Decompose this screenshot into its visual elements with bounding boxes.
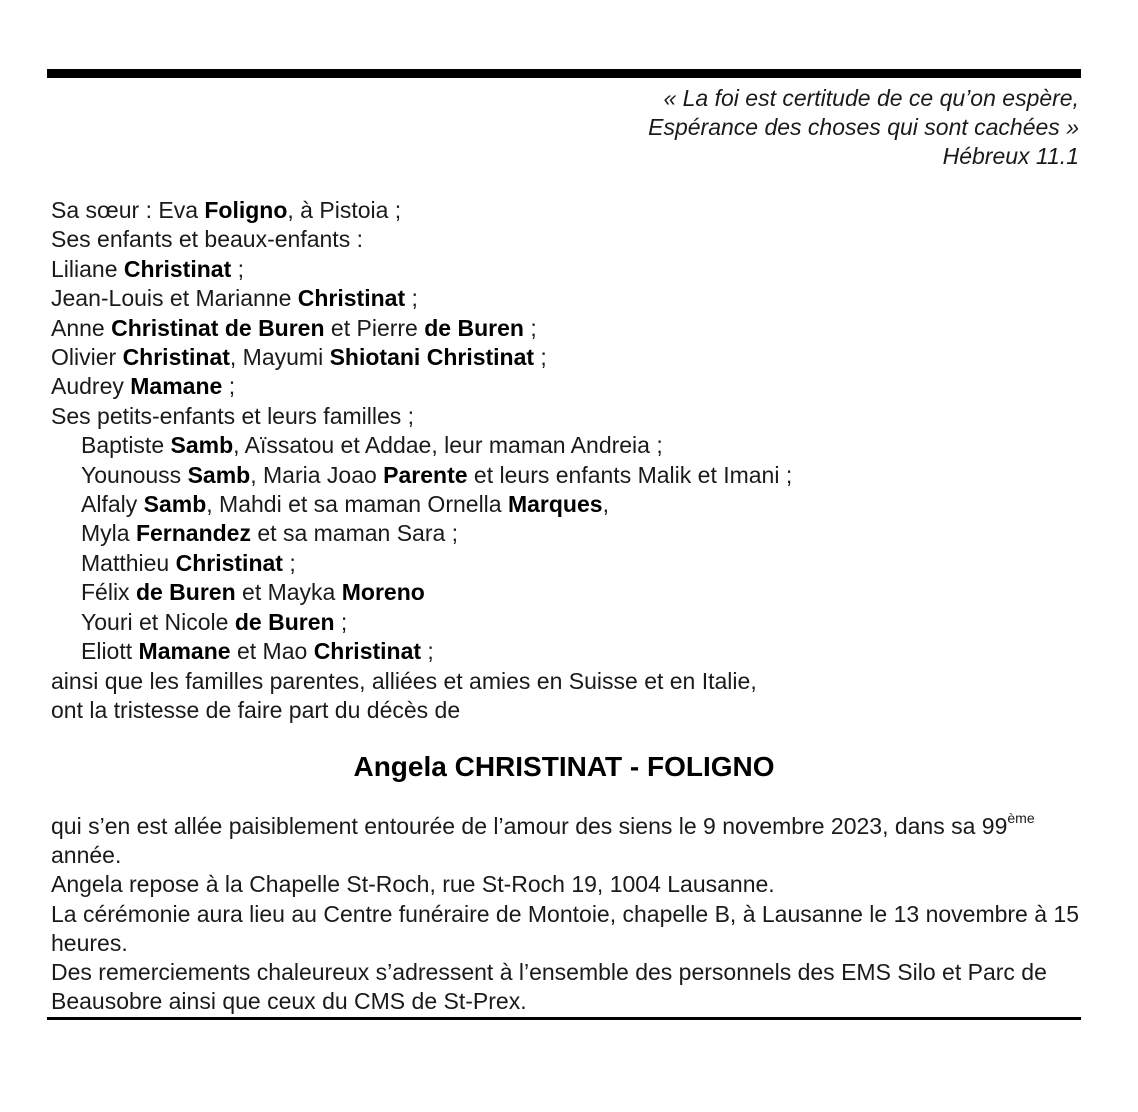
family-text: Jean-Louis et Marianne <box>51 285 298 312</box>
family-surname: de Buren <box>424 314 524 341</box>
family-text: ; <box>534 344 547 371</box>
ceremony-paragraph: La cérémonie aura lieu au Centre funéraire de Montoie, chapelle B, à Lausanne le 13 novembre à 15 heures. <box>51 900 1080 956</box>
family-surname: Parente <box>383 461 468 488</box>
family-line <box>51 225 792 254</box>
family-surname: Samb <box>143 491 207 518</box>
family-text: Ses enfants et beaux-enfants : <box>51 226 363 253</box>
family-surname: Christinat <box>122 344 230 371</box>
top-rule <box>47 69 1081 78</box>
family-line <box>51 196 792 225</box>
epigraph-reference: Hébreux 11.1 <box>942 143 1079 169</box>
family-text: Eliott <box>81 638 139 665</box>
family-text: et Mayka <box>235 579 342 606</box>
family-line <box>51 549 792 578</box>
family-text: ainsi que les familles parentes, alliées et amies en Suisse et en Italie, <box>51 667 757 694</box>
family-surname: Moreno <box>341 579 425 606</box>
family-surname: Christinat de Buren <box>111 314 325 341</box>
family-text: ; <box>421 638 434 665</box>
family-text: , à Pistoia ; <box>287 197 402 223</box>
family-text: ; <box>523 314 537 341</box>
family-line <box>51 284 792 313</box>
family-list <box>51 196 792 725</box>
family-surname: Mamane <box>130 373 223 400</box>
family-text: ; <box>334 608 348 635</box>
epigraph-line-2: Espérance des choses qui sont cachées » <box>648 114 1079 140</box>
family-text: Liliane <box>51 255 124 282</box>
family-line <box>51 431 792 460</box>
family-text: Olivier <box>51 344 123 371</box>
family-text: ; <box>231 255 245 282</box>
family-text: ; <box>405 285 418 312</box>
family-text: ; <box>282 549 296 576</box>
family-line <box>51 343 792 372</box>
family-surname: Christinat <box>123 255 232 282</box>
details-block <box>51 812 1081 1016</box>
family-text: Anne <box>51 314 112 341</box>
family-text: , <box>602 491 609 518</box>
family-text: Ses petits-enfants et leurs familles ; <box>51 402 415 429</box>
passing-text: qui s’en est allée paisiblement entourée de l’amour des siens le 9 novembre 2023, dans sa 99 <box>51 813 1008 839</box>
family-text: , Maria Joao <box>250 461 384 488</box>
family-text: et sa maman Sara ; <box>250 520 459 547</box>
family-surname: Foligno <box>204 197 288 223</box>
family-text: , Mayumi <box>229 344 330 371</box>
family-line <box>51 402 792 431</box>
epigraph-line-1: « La foi est certitude de ce qu’on espère, <box>663 85 1079 111</box>
epigraph <box>648 84 1079 171</box>
family-surname: Mamane <box>138 638 231 665</box>
family-surname: Samb <box>187 461 251 488</box>
family-line <box>51 490 792 519</box>
family-surname: Marques <box>507 491 603 518</box>
family-line <box>51 314 792 343</box>
age-ordinal-suffix: ème <box>1007 810 1035 827</box>
family-surname: de Buren <box>234 608 335 635</box>
family-text: Youri et Nicole <box>81 608 235 635</box>
family-line <box>51 608 792 637</box>
family-line <box>51 255 792 284</box>
family-surname: Christinat <box>297 285 406 312</box>
family-text: Baptiste <box>81 432 171 459</box>
family-surname: Shiotani Christinat <box>329 344 535 371</box>
bottom-rule <box>47 1017 1081 1020</box>
family-text: Myla <box>81 520 136 547</box>
family-line <box>51 519 792 548</box>
family-surname: de Buren <box>135 579 236 606</box>
family-line <box>51 637 792 666</box>
family-text: Félix <box>81 579 136 606</box>
family-surname: Fernandez <box>135 520 251 547</box>
family-text: Younouss <box>81 461 188 488</box>
passing-text-end: année. <box>51 842 122 869</box>
family-text: et leurs enfants Malik et Imani ; <box>467 461 793 488</box>
family-surname: Samb <box>170 432 234 459</box>
family-text: et Pierre <box>324 314 425 341</box>
family-text: ont la tristesse de faire part du décès de <box>51 696 461 723</box>
family-text: ; <box>222 373 236 400</box>
thanks-paragraph: Des remerciements chaleureux s’adressent à l’ensemble des personnels des EMS Silo et Parc de Beausobre ainsi que ceux du CMS de St-Prex. <box>51 959 1047 1015</box>
family-line <box>51 667 792 696</box>
family-text: et Mao <box>230 638 314 665</box>
family-line <box>51 461 792 490</box>
family-text: Sa sœur : Eva <box>51 197 205 223</box>
rest-location-paragraph: Angela repose à la Chapelle St-Roch, rue St-Roch 19, 1004 Lausanne. <box>51 871 775 898</box>
family-line <box>51 696 792 725</box>
family-surname: Christinat <box>313 638 422 665</box>
family-text: Alfaly <box>81 491 144 518</box>
family-text: Audrey <box>51 373 131 400</box>
family-line <box>51 372 792 401</box>
family-text: , Aïssatou et Addae, leur maman Andreia ; <box>233 432 663 459</box>
passing-paragraph <box>51 812 1081 870</box>
family-surname: Christinat <box>175 549 283 576</box>
family-text: , Mahdi et sa maman Ornella <box>206 491 508 518</box>
deceased-name: Angela CHRISTINAT - FOLIGNO <box>353 751 775 782</box>
family-line <box>51 578 792 607</box>
family-text: Matthieu <box>81 549 176 576</box>
